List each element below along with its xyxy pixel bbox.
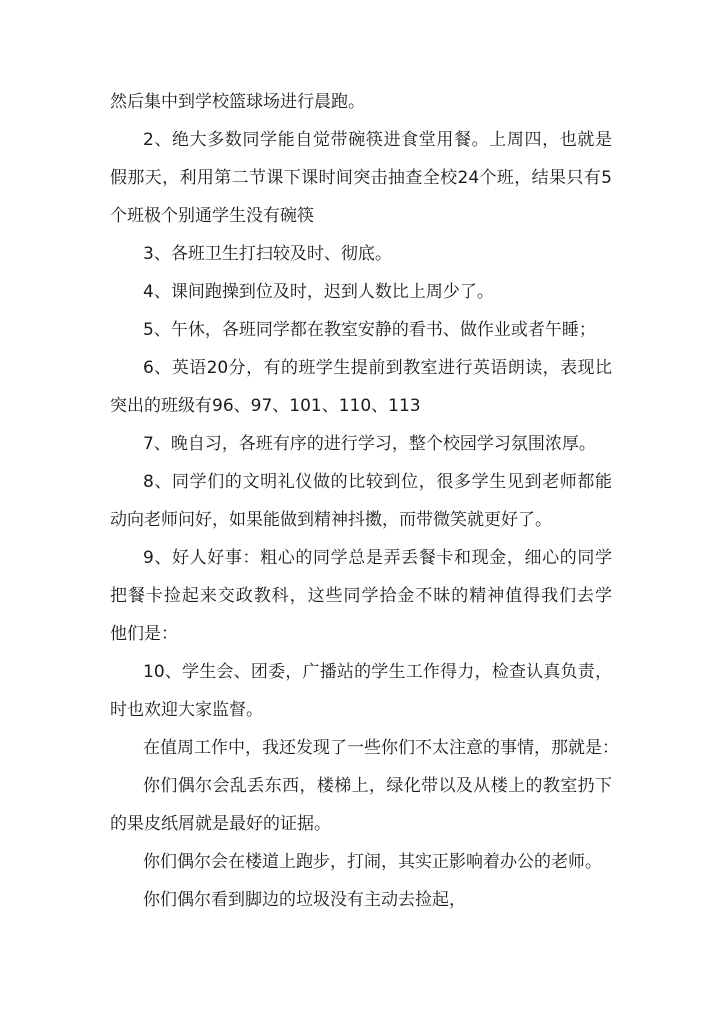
text-line: 6、英语20分，有的班学生提前到教室进行英语朗读，表现比 bbox=[143, 358, 612, 378]
paragraph bbox=[110, 273, 612, 311]
text-line: 3、各班卫生打扫较及时、彻底。 bbox=[143, 244, 392, 264]
paragraph bbox=[110, 311, 612, 349]
paragraph bbox=[110, 843, 612, 881]
paragraph bbox=[110, 653, 612, 729]
document-page bbox=[110, 83, 619, 919]
text-line: 你们偶尔会乱丢东西，楼梯上，绿化带以及从楼上的教室扔下 bbox=[143, 776, 612, 796]
text-line: 在值周工作中，我还发现了一些你们不太注意的事情，那就是： bbox=[143, 738, 619, 758]
paragraph bbox=[110, 463, 612, 539]
paragraph bbox=[110, 881, 612, 919]
text-line: 假那天，利用第二节课下课时间突击抽查全校24个班，结果只有5 bbox=[110, 168, 612, 188]
text-line: 4、课间跑操到位及时，迟到人数比上周少了。 bbox=[143, 282, 494, 302]
paragraph bbox=[110, 729, 619, 767]
paragraph bbox=[110, 539, 612, 653]
text-line: 的果皮纸屑就是最好的证据。 bbox=[110, 814, 331, 834]
paragraph bbox=[110, 121, 612, 235]
text-line: 他们是： bbox=[110, 624, 178, 644]
text-line: 突出的班级有96、97、101、110、113 bbox=[110, 396, 421, 416]
text-line: 时也欢迎大家监督。 bbox=[110, 700, 263, 720]
text-line: 把餐卡捡起来交政教科，这些同学拾金不昧的精神值得我们去学 bbox=[110, 586, 612, 606]
paragraph bbox=[110, 425, 612, 463]
paragraph bbox=[110, 235, 612, 273]
paragraph bbox=[110, 349, 612, 425]
text-line: 2、绝大多数同学能自觉带碗筷进食堂用餐。上周四，也就是 bbox=[143, 130, 612, 150]
text-line: 个班极个别通学生没有碗筷 bbox=[110, 206, 314, 226]
text-line: 7、晚自习，各班有序的进行学习，整个校园学习氛围浓厚。 bbox=[143, 434, 596, 454]
text-line: 10、学生会、团委，广播站的学生工作得力，检查认真负责， bbox=[143, 662, 612, 682]
text-line: 5、午休，各班同学都在教室安静的看书、做作业或者午睡； bbox=[143, 320, 596, 340]
text-line: 然后集中到学校篮球场进行晨跑。 bbox=[110, 92, 365, 112]
text-line: 你们偶尔看到脚边的垃圾没有主动去捡起， bbox=[143, 890, 466, 910]
text-line: 9、好人好事：粗心的同学总是弄丢餐卡和现金，细心的同学 bbox=[143, 548, 612, 568]
paragraph bbox=[110, 767, 612, 843]
text-line: 动向老师问好，如果能做到精神抖擞，而带微笑就更好了。 bbox=[110, 510, 552, 530]
text-line: 你们偶尔会在楼道上跑步，打闹，其实正影响着办公的老师。 bbox=[143, 852, 602, 872]
text-line: 8、同学们的文明礼仪做的比较到位，很多学生见到老师都能 bbox=[143, 472, 612, 492]
paragraph bbox=[110, 83, 612, 121]
